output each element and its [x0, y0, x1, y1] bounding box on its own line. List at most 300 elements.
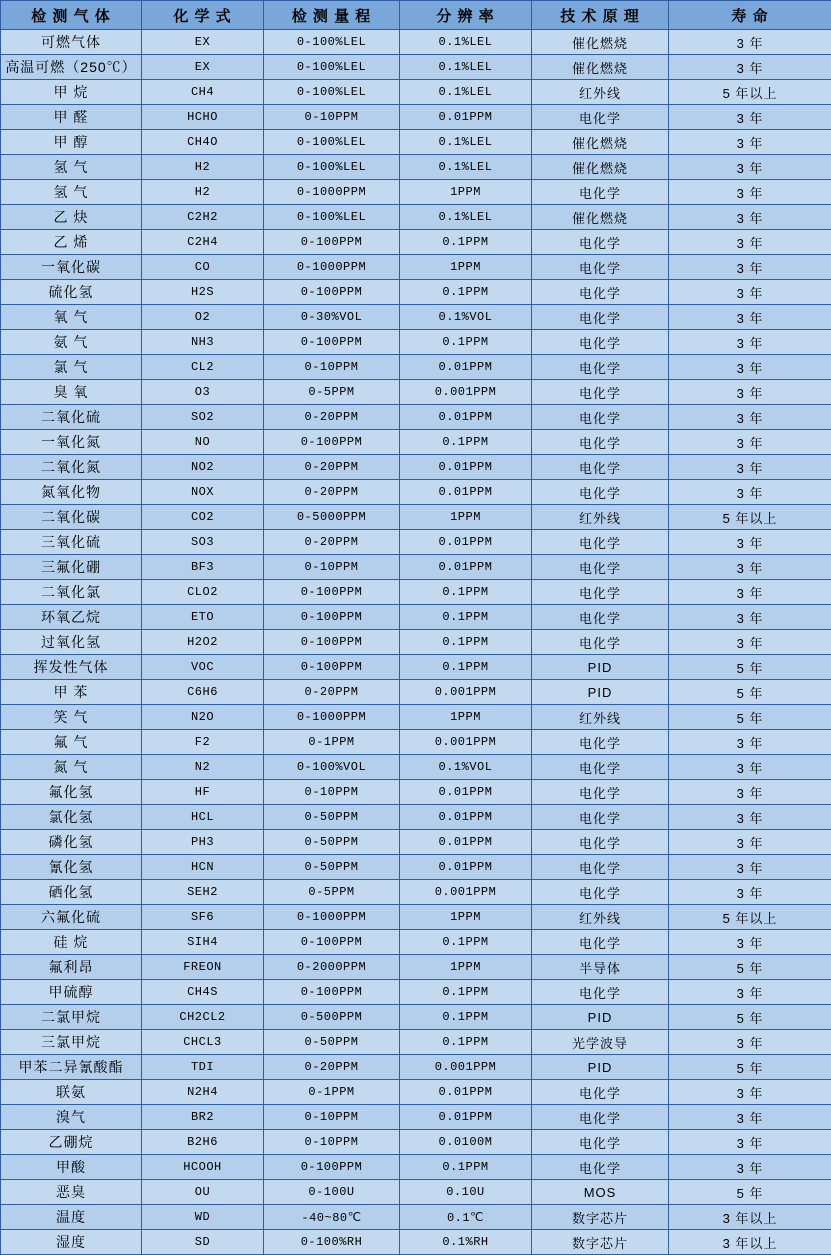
- cell-lifetime: 5 年: [669, 655, 831, 680]
- cell-detection-range: 0-100%LEL: [264, 155, 400, 180]
- cell-resolution: 0.001PPM: [400, 1055, 532, 1080]
- cell-lifetime: 5 年: [669, 1005, 831, 1030]
- table-row: [1, 505, 831, 530]
- cell-technology: 电化学: [532, 555, 669, 580]
- cell-technology: 电化学: [532, 580, 669, 605]
- cell-chemical-formula: TDI: [142, 1055, 264, 1080]
- cell-technology: 催化燃烧: [532, 130, 669, 155]
- cell-gas-name: 氟化氢: [1, 780, 142, 805]
- cell-gas-name: 乙 炔: [1, 205, 142, 230]
- table-row: [1, 1055, 831, 1080]
- cell-technology: 红外线: [532, 505, 669, 530]
- cell-chemical-formula: B2H6: [142, 1130, 264, 1155]
- cell-gas-name: 恶臭: [1, 1180, 142, 1205]
- cell-chemical-formula: NOX: [142, 480, 264, 505]
- cell-technology: 电化学: [532, 1155, 669, 1180]
- table-row: [1, 1130, 831, 1155]
- cell-lifetime: 3 年: [669, 330, 831, 355]
- table-row: [1, 255, 831, 280]
- table-row: [1, 1080, 831, 1105]
- cell-chemical-formula: NO2: [142, 455, 264, 480]
- cell-chemical-formula: SO3: [142, 530, 264, 555]
- cell-detection-range: 0-20PPM: [264, 455, 400, 480]
- cell-resolution: 0.1%VOL: [400, 305, 532, 330]
- table-row: [1, 980, 831, 1005]
- cell-resolution: 0.1%LEL: [400, 80, 532, 105]
- table-row: [1, 705, 831, 730]
- cell-gas-name: 氟利昂: [1, 955, 142, 980]
- cell-chemical-formula: C2H4: [142, 230, 264, 255]
- table-row: [1, 630, 831, 655]
- column-header-range: 检 测 量 程: [264, 1, 400, 30]
- cell-technology: 电化学: [532, 480, 669, 505]
- cell-lifetime: 3 年: [669, 1080, 831, 1105]
- cell-chemical-formula: EX: [142, 30, 264, 55]
- cell-chemical-formula: NH3: [142, 330, 264, 355]
- cell-technology: 催化燃烧: [532, 155, 669, 180]
- cell-gas-name: 甲 烷: [1, 80, 142, 105]
- cell-resolution: 0.1PPM: [400, 980, 532, 1005]
- cell-detection-range: 0-20PPM: [264, 1055, 400, 1080]
- table-row: [1, 430, 831, 455]
- cell-lifetime: 3 年: [669, 605, 831, 630]
- table-row: [1, 680, 831, 705]
- table-row: [1, 855, 831, 880]
- cell-resolution: 1PPM: [400, 705, 532, 730]
- cell-technology: 电化学: [532, 305, 669, 330]
- cell-detection-range: 0-100U: [264, 1180, 400, 1205]
- cell-technology: 电化学: [532, 330, 669, 355]
- table-header-row: [1, 1, 831, 30]
- cell-detection-range: 0-5000PPM: [264, 505, 400, 530]
- cell-lifetime: 5 年: [669, 705, 831, 730]
- cell-gas-name: 一氧化氮: [1, 430, 142, 455]
- cell-detection-range: 0-1000PPM: [264, 255, 400, 280]
- cell-gas-name: 温度: [1, 1205, 142, 1230]
- cell-detection-range: 0-50PPM: [264, 830, 400, 855]
- cell-detection-range: 0-500PPM: [264, 1005, 400, 1030]
- cell-resolution: 0.01PPM: [400, 455, 532, 480]
- cell-detection-range: 0-5PPM: [264, 380, 400, 405]
- cell-resolution: 0.1PPM: [400, 1155, 532, 1180]
- cell-resolution: 0.1PPM: [400, 430, 532, 455]
- cell-technology: 电化学: [532, 280, 669, 305]
- table-row: [1, 205, 831, 230]
- table-row: [1, 755, 831, 780]
- cell-gas-name: 氟 气: [1, 730, 142, 755]
- cell-resolution: 0.1PPM: [400, 1005, 532, 1030]
- cell-resolution: 0.01PPM: [400, 105, 532, 130]
- cell-detection-range: 0-10PPM: [264, 1105, 400, 1130]
- cell-lifetime: 3 年: [669, 1155, 831, 1180]
- cell-chemical-formula: SO2: [142, 405, 264, 430]
- cell-chemical-formula: C6H6: [142, 680, 264, 705]
- cell-resolution: 0.0100M: [400, 1130, 532, 1155]
- table-row: [1, 730, 831, 755]
- cell-resolution: 0.01PPM: [400, 1080, 532, 1105]
- cell-lifetime: 3 年: [669, 105, 831, 130]
- table-row: [1, 930, 831, 955]
- cell-detection-range: 0-1000PPM: [264, 705, 400, 730]
- cell-resolution: 0.1%LEL: [400, 130, 532, 155]
- table-row: [1, 555, 831, 580]
- cell-technology: 数字芯片: [532, 1205, 669, 1230]
- cell-resolution: 0.01PPM: [400, 830, 532, 855]
- cell-chemical-formula: VOC: [142, 655, 264, 680]
- cell-resolution: 0.1℃: [400, 1205, 532, 1230]
- cell-gas-name: 氯 气: [1, 355, 142, 380]
- cell-gas-name: 磷化氢: [1, 830, 142, 855]
- cell-technology: 催化燃烧: [532, 55, 669, 80]
- cell-technology: MOS: [532, 1180, 669, 1205]
- table-row: [1, 780, 831, 805]
- cell-detection-range: 0-10PPM: [264, 780, 400, 805]
- cell-detection-range: 0-50PPM: [264, 855, 400, 880]
- table-row: [1, 380, 831, 405]
- cell-detection-range: 0-100%LEL: [264, 130, 400, 155]
- cell-detection-range: 0-50PPM: [264, 1030, 400, 1055]
- cell-chemical-formula: HF: [142, 780, 264, 805]
- cell-gas-name: 六氟化硫: [1, 905, 142, 930]
- cell-chemical-formula: OU: [142, 1180, 264, 1205]
- cell-chemical-formula: H2O2: [142, 630, 264, 655]
- table-row: [1, 405, 831, 430]
- cell-technology: PID: [532, 655, 669, 680]
- cell-resolution: 0.1PPM: [400, 230, 532, 255]
- table-row: [1, 1030, 831, 1055]
- cell-resolution: 0.1PPM: [400, 330, 532, 355]
- cell-lifetime: 5 年: [669, 955, 831, 980]
- table-row: [1, 1205, 831, 1230]
- cell-gas-name: 挥发性气体: [1, 655, 142, 680]
- cell-detection-range: 0-1PPM: [264, 1080, 400, 1105]
- cell-gas-name: 臭 氧: [1, 380, 142, 405]
- cell-detection-range: 0-100%LEL: [264, 205, 400, 230]
- cell-detection-range: 0-2000PPM: [264, 955, 400, 980]
- cell-lifetime: 3 年: [669, 530, 831, 555]
- cell-technology: 电化学: [532, 805, 669, 830]
- cell-chemical-formula: CH4S: [142, 980, 264, 1005]
- cell-resolution: 0.001PPM: [400, 730, 532, 755]
- cell-resolution: 1PPM: [400, 505, 532, 530]
- cell-lifetime: 3 年: [669, 255, 831, 280]
- cell-chemical-formula: CH4: [142, 80, 264, 105]
- cell-chemical-formula: NO: [142, 430, 264, 455]
- column-header-gas: 检 测 气 体: [1, 1, 142, 30]
- cell-detection-range: 0-100PPM: [264, 605, 400, 630]
- cell-resolution: 0.1%LEL: [400, 155, 532, 180]
- cell-detection-range: 0-20PPM: [264, 480, 400, 505]
- cell-lifetime: 3 年: [669, 1030, 831, 1055]
- cell-chemical-formula: CH2CL2: [142, 1005, 264, 1030]
- cell-chemical-formula: HCHO: [142, 105, 264, 130]
- cell-chemical-formula: N2: [142, 755, 264, 780]
- cell-lifetime: 3 年: [669, 1130, 831, 1155]
- cell-chemical-formula: C2H2: [142, 205, 264, 230]
- table-row: [1, 1005, 831, 1030]
- cell-technology: PID: [532, 1005, 669, 1030]
- cell-gas-name: 甲 醇: [1, 130, 142, 155]
- table-row: [1, 30, 831, 55]
- cell-detection-range: 0-100PPM: [264, 580, 400, 605]
- cell-detection-range: 0-20PPM: [264, 680, 400, 705]
- table-row: [1, 55, 831, 80]
- cell-lifetime: 3 年: [669, 305, 831, 330]
- cell-detection-range: 0-100%VOL: [264, 755, 400, 780]
- cell-technology: 电化学: [532, 780, 669, 805]
- cell-resolution: 0.1PPM: [400, 930, 532, 955]
- column-header-technology: 技 术 原 理: [532, 1, 669, 30]
- cell-resolution: 0.1PPM: [400, 1030, 532, 1055]
- cell-lifetime: 3 年: [669, 555, 831, 580]
- cell-lifetime: 3 年: [669, 480, 831, 505]
- cell-resolution: 0.1PPM: [400, 280, 532, 305]
- table-row: [1, 155, 831, 180]
- cell-resolution: 1PPM: [400, 905, 532, 930]
- cell-resolution: 0.01PPM: [400, 555, 532, 580]
- cell-detection-range: 0-100PPM: [264, 1155, 400, 1180]
- cell-lifetime: 3 年: [669, 380, 831, 405]
- cell-technology: 数字芯片: [532, 1230, 669, 1255]
- cell-lifetime: 5 年以上: [669, 505, 831, 530]
- cell-gas-name: 环氧乙烷: [1, 605, 142, 630]
- cell-technology: 红外线: [532, 905, 669, 930]
- cell-detection-range: 0-100PPM: [264, 330, 400, 355]
- cell-detection-range: 0-100PPM: [264, 280, 400, 305]
- cell-technology: 红外线: [532, 80, 669, 105]
- cell-lifetime: 5 年: [669, 1055, 831, 1080]
- cell-resolution: 0.001PPM: [400, 880, 532, 905]
- cell-gas-name: 二氯甲烷: [1, 1005, 142, 1030]
- cell-chemical-formula: FREON: [142, 955, 264, 980]
- cell-resolution: 0.1%VOL: [400, 755, 532, 780]
- cell-chemical-formula: H2: [142, 180, 264, 205]
- table-row: [1, 1105, 831, 1130]
- cell-detection-range: 0-100%LEL: [264, 55, 400, 80]
- cell-chemical-formula: WD: [142, 1205, 264, 1230]
- cell-gas-name: 三氯甲烷: [1, 1030, 142, 1055]
- cell-lifetime: 3 年: [669, 405, 831, 430]
- cell-lifetime: 3 年: [669, 855, 831, 880]
- cell-gas-name: 硫化氢: [1, 280, 142, 305]
- cell-gas-name: 可燃气体: [1, 30, 142, 55]
- cell-chemical-formula: HCN: [142, 855, 264, 880]
- cell-detection-range: 0-100%LEL: [264, 80, 400, 105]
- cell-detection-range: 0-100%RH: [264, 1230, 400, 1255]
- cell-gas-name: 甲酸: [1, 1155, 142, 1180]
- cell-resolution: 0.01PPM: [400, 780, 532, 805]
- cell-technology: 电化学: [532, 1130, 669, 1155]
- cell-resolution: 0.1PPM: [400, 655, 532, 680]
- cell-technology: 电化学: [532, 455, 669, 480]
- cell-lifetime: 5 年: [669, 680, 831, 705]
- cell-technology: 电化学: [532, 530, 669, 555]
- cell-lifetime: 3 年: [669, 930, 831, 955]
- cell-gas-name: 湿度: [1, 1230, 142, 1255]
- cell-technology: 电化学: [532, 180, 669, 205]
- cell-resolution: 1PPM: [400, 255, 532, 280]
- cell-lifetime: 5 年以上: [669, 80, 831, 105]
- cell-technology: 电化学: [532, 855, 669, 880]
- cell-chemical-formula: CH4O: [142, 130, 264, 155]
- cell-technology: 催化燃烧: [532, 30, 669, 55]
- cell-resolution: 0.1%RH: [400, 1230, 532, 1255]
- cell-detection-range: 0-10PPM: [264, 555, 400, 580]
- cell-resolution: 0.1PPM: [400, 630, 532, 655]
- cell-resolution: 0.01PPM: [400, 855, 532, 880]
- table-row: [1, 80, 831, 105]
- table-row: [1, 880, 831, 905]
- table-row: [1, 805, 831, 830]
- table-row: [1, 105, 831, 130]
- cell-lifetime: 3 年: [669, 980, 831, 1005]
- cell-chemical-formula: HCOOH: [142, 1155, 264, 1180]
- cell-resolution: 0.01PPM: [400, 405, 532, 430]
- cell-lifetime: 3 年: [669, 155, 831, 180]
- cell-lifetime: 3 年: [669, 355, 831, 380]
- cell-detection-range: 0-100PPM: [264, 980, 400, 1005]
- cell-chemical-formula: O3: [142, 380, 264, 405]
- cell-gas-name: 二氧化碳: [1, 505, 142, 530]
- cell-gas-name: 硒化氢: [1, 880, 142, 905]
- cell-technology: 红外线: [532, 705, 669, 730]
- cell-gas-name: 氧 气: [1, 305, 142, 330]
- cell-gas-name: 乙硼烷: [1, 1130, 142, 1155]
- cell-technology: 半导体: [532, 955, 669, 980]
- column-header-formula: 化 学 式: [142, 1, 264, 30]
- cell-resolution: 0.01PPM: [400, 1105, 532, 1130]
- table-row: [1, 280, 831, 305]
- cell-detection-range: 0-10PPM: [264, 105, 400, 130]
- cell-gas-name: 氰化氢: [1, 855, 142, 880]
- cell-lifetime: 3 年: [669, 630, 831, 655]
- cell-technology: 光学波导: [532, 1030, 669, 1055]
- cell-lifetime: 3 年: [669, 455, 831, 480]
- cell-detection-range: 0-5PPM: [264, 880, 400, 905]
- cell-lifetime: 3 年: [669, 430, 831, 455]
- cell-gas-name: 甲 醛: [1, 105, 142, 130]
- cell-technology: 电化学: [532, 930, 669, 955]
- table-row: [1, 455, 831, 480]
- cell-gas-name: 氯化氢: [1, 805, 142, 830]
- cell-resolution: 0.001PPM: [400, 380, 532, 405]
- table-row: [1, 1155, 831, 1180]
- cell-detection-range: 0-30%VOL: [264, 305, 400, 330]
- cell-gas-name: 三氟化硼: [1, 555, 142, 580]
- cell-resolution: 0.1%LEL: [400, 30, 532, 55]
- cell-gas-name: 二氧化氯: [1, 580, 142, 605]
- cell-lifetime: 3 年: [669, 755, 831, 780]
- table-row: [1, 905, 831, 930]
- cell-lifetime: 3 年以上: [669, 1205, 831, 1230]
- cell-chemical-formula: ETO: [142, 605, 264, 630]
- cell-technology: 电化学: [532, 830, 669, 855]
- cell-chemical-formula: BR2: [142, 1105, 264, 1130]
- cell-chemical-formula: N2O: [142, 705, 264, 730]
- table-row: [1, 230, 831, 255]
- cell-technology: 电化学: [532, 755, 669, 780]
- cell-resolution: 0.1PPM: [400, 580, 532, 605]
- cell-chemical-formula: SEH2: [142, 880, 264, 905]
- cell-chemical-formula: CO2: [142, 505, 264, 530]
- cell-detection-range: 0-100%LEL: [264, 30, 400, 55]
- cell-lifetime: 3 年: [669, 130, 831, 155]
- table-row: [1, 305, 831, 330]
- cell-chemical-formula: CLO2: [142, 580, 264, 605]
- cell-chemical-formula: EX: [142, 55, 264, 80]
- cell-detection-range: 0-50PPM: [264, 805, 400, 830]
- cell-detection-range: 0-100PPM: [264, 655, 400, 680]
- cell-resolution: 0.01PPM: [400, 530, 532, 555]
- cell-chemical-formula: BF3: [142, 555, 264, 580]
- cell-gas-name: 过氧化氢: [1, 630, 142, 655]
- column-header-lifetime: 寿 命: [669, 1, 831, 30]
- cell-gas-name: 硅 烷: [1, 930, 142, 955]
- table-row: [1, 830, 831, 855]
- cell-detection-range: -40~80℃: [264, 1205, 400, 1230]
- cell-chemical-formula: CHCL3: [142, 1030, 264, 1055]
- cell-detection-range: 0-1PPM: [264, 730, 400, 755]
- cell-detection-range: 0-20PPM: [264, 530, 400, 555]
- cell-lifetime: 3 年: [669, 830, 831, 855]
- cell-technology: 电化学: [532, 880, 669, 905]
- cell-technology: 电化学: [532, 230, 669, 255]
- table-row: [1, 1230, 831, 1255]
- cell-gas-name: 氢 气: [1, 155, 142, 180]
- cell-lifetime: 3 年: [669, 180, 831, 205]
- cell-chemical-formula: CL2: [142, 355, 264, 380]
- cell-chemical-formula: H2: [142, 155, 264, 180]
- cell-chemical-formula: O2: [142, 305, 264, 330]
- cell-technology: 电化学: [532, 255, 669, 280]
- table-row: [1, 530, 831, 555]
- cell-lifetime: 3 年: [669, 580, 831, 605]
- cell-lifetime: 3 年: [669, 805, 831, 830]
- cell-detection-range: 0-1000PPM: [264, 905, 400, 930]
- table-row: [1, 955, 831, 980]
- cell-lifetime: 3 年: [669, 55, 831, 80]
- cell-gas-name: 乙 烯: [1, 230, 142, 255]
- cell-gas-name: 溴气: [1, 1105, 142, 1130]
- cell-detection-range: 0-100PPM: [264, 430, 400, 455]
- cell-lifetime: 5 年: [669, 1180, 831, 1205]
- cell-gas-name: 甲硫醇: [1, 980, 142, 1005]
- cell-chemical-formula: CO: [142, 255, 264, 280]
- cell-lifetime: 3 年: [669, 205, 831, 230]
- cell-technology: 催化燃烧: [532, 205, 669, 230]
- cell-technology: 电化学: [532, 430, 669, 455]
- cell-gas-name: 一氧化碳: [1, 255, 142, 280]
- cell-resolution: 0.10U: [400, 1180, 532, 1205]
- cell-detection-range: 0-100PPM: [264, 630, 400, 655]
- cell-detection-range: 0-1000PPM: [264, 180, 400, 205]
- table-row: [1, 480, 831, 505]
- column-header-resolution: 分 辨 率: [400, 1, 532, 30]
- cell-technology: 电化学: [532, 355, 669, 380]
- table-row: [1, 130, 831, 155]
- cell-chemical-formula: SF6: [142, 905, 264, 930]
- cell-technology: 电化学: [532, 105, 669, 130]
- cell-lifetime: 3 年: [669, 280, 831, 305]
- cell-lifetime: 3 年: [669, 730, 831, 755]
- cell-resolution: 0.01PPM: [400, 805, 532, 830]
- cell-chemical-formula: SD: [142, 1230, 264, 1255]
- cell-gas-name: 笑 气: [1, 705, 142, 730]
- table-row: [1, 1180, 831, 1205]
- cell-chemical-formula: PH3: [142, 830, 264, 855]
- cell-detection-range: 0-10PPM: [264, 355, 400, 380]
- cell-resolution: 0.1%LEL: [400, 55, 532, 80]
